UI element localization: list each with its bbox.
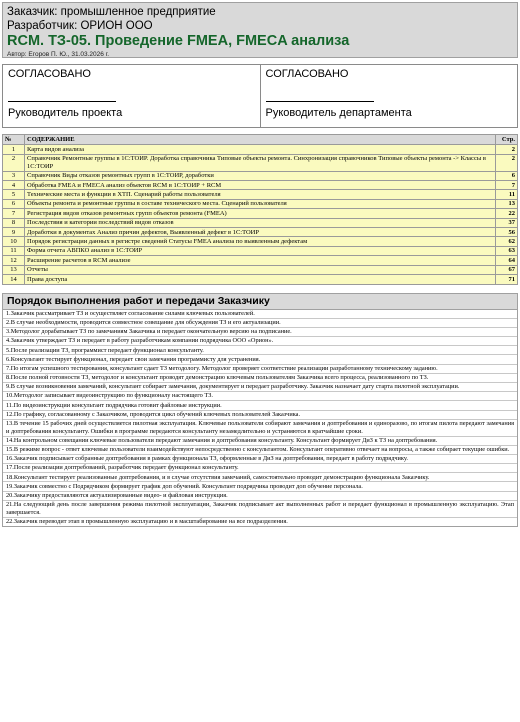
contents-row-title: Регистрация видов отказов ремонтных групп объектов ремонта (FMEA)	[25, 209, 496, 218]
contents-row[interactable]	[3, 265, 518, 274]
contents-row-number: 12	[3, 256, 25, 265]
contents-row-number: 6	[3, 199, 25, 208]
contents-row-title: Отчеты	[25, 265, 496, 274]
contents-row[interactable]	[3, 145, 518, 154]
contents-row-title: Справочник Ремонтные группы в 1С:ТОИР. Доработка справочника Типовые объекты ремонта. Синхронизация справочников Типовые объекты ремонта -> Классы в 1С:ТОИР	[25, 154, 496, 171]
procedure-step: 5.После реализации ТЗ, программист передает функционал консультанту.	[3, 345, 517, 354]
procedure-step: 21.На следующий день после завершения режима пилотной эксплуатации, Заказчик подписывает акт выполненных работ и передает функционал в промышленную эксплуатацию. Этап завершается.	[3, 500, 517, 517]
contents-row[interactable]	[3, 246, 518, 255]
contents-row-number: 2	[3, 154, 25, 171]
contents-row-page: 13	[496, 199, 518, 208]
contents-row-number: 8	[3, 218, 25, 227]
contents-row-page: 67	[496, 265, 518, 274]
contents-row[interactable]	[3, 256, 518, 265]
contents-row-page: 56	[496, 228, 518, 237]
contents-row-title: Форма отчета АВПКО анализ в 1С:ТОИР	[25, 246, 496, 255]
contents-row-title: Доработки в документах Анализ причин дефектов, Выявленный дефект в 1С:ТОИР	[25, 228, 496, 237]
procedure-list	[2, 309, 518, 527]
procedure-step: 1.Заказчик рассматривает ТЗ и осуществляет согласование силами ключевых пользователей.	[6, 309, 255, 317]
procedure-step: 4.Заказчик утверждает ТЗ и передает в работу разработчикам компании подрядчика ООО «Орион».	[3, 336, 517, 345]
approval-right	[260, 65, 518, 127]
contents-row-page: 71	[496, 275, 518, 284]
contents-row-page: 2	[496, 154, 518, 171]
approval-right-role: Руководитель департамента	[265, 107, 412, 119]
procedure-step: 11.По видеоинструкции консультант подрядчика готовит файловые инструкции.	[3, 400, 517, 409]
contents-row[interactable]	[3, 218, 518, 227]
contents-row-page: 64	[496, 256, 518, 265]
contents-row-title: Объекты ремонта и ремонтные группы в составе технического места. Сценарий пользователя	[25, 199, 496, 208]
procedure-step: 20.Заказчику предоставляются актуализированные видео- и файловая инструкция.	[3, 491, 517, 500]
approval-left-role: Руководитель проекта	[8, 107, 123, 119]
contents-row[interactable]	[3, 199, 518, 208]
contents-row-title: Порядок регистрации данных в регистре сведений Статусы FMEA анализа по выявленным дефектам	[25, 237, 496, 246]
signature-line-right	[266, 101, 374, 102]
contents-row-title: Последствия и категории последствий видов отказов	[25, 218, 496, 227]
contents-row-number: 10	[3, 237, 25, 246]
customer-line: Заказчик: промышленное предприятие	[7, 6, 216, 18]
contents-row-number: 11	[3, 246, 25, 255]
signature-line-left	[8, 101, 116, 102]
contents-row-page: 22	[496, 209, 518, 218]
procedure-step: 8.После полной готовности ТЗ, методолог и консультант проводят демонстрацию ключевым пользователям Заказчика всего процесса, реализованного по ТЗ.	[3, 373, 517, 382]
procedure-step: 17.После реализации доптребований, разработчик передает функционал консультанту.	[3, 463, 517, 472]
contents-row-title: Справочник Виды отказов ремонтных групп в 1С:ТОИР, доработки	[25, 171, 496, 180]
contents-row-number: 3	[3, 171, 25, 180]
contents-row-number: 9	[3, 228, 25, 237]
contents-row-page: 11	[496, 190, 518, 199]
contents-row[interactable]	[3, 275, 518, 284]
contents-row-page: 6	[496, 171, 518, 180]
procedure-step: 12.По графику, согласованному с Заказчиком, проводится цикл обучений ключевых пользователей Заказчика.	[3, 410, 517, 419]
procedure-step: 18.Консультант тестирует реализованные доптребования, и в случае отсутствия замечаний, самостоятельно проводит демонстрацию функционала Заказчику.	[3, 472, 517, 481]
contents-row[interactable]	[3, 181, 518, 190]
procedure-step: 15.В режиме вопрос - ответ ключевые пользователи взаимодействуют непосредственно с консультантом. Консультант оперативно отвечает на вопросы, а также собирает текущие ошибки.	[3, 445, 517, 454]
procedure-step: 13.В течение 15 рабочих дней осуществляется пилотная эксплуатация. Ключевые пользователи собирают замечания и доптребования и единоразово, по итогам пилота передают замечания и доптребования консультанту. Ошибки в программе передаются консультанту незамедлительно и устраняются в кратчайшие сроки.	[3, 419, 517, 436]
contents-row-title: Карта видов анализа	[25, 145, 496, 154]
procedure-step: 16.Заказчик подписывает собранные доптребования в рамках функционала ТЗ, оформленные в ДиЗ на доптребования, передает в работу подрядчику.	[3, 454, 517, 463]
contents-title-header: СОДЕРЖАНИЕ	[25, 135, 496, 145]
contents-row-title: Обработка FMEA и FMECA анализ объектов RCM в 1С:ТОИР + RCM	[25, 181, 496, 190]
author-line: Автор: Егоров П. Ю., 31.03.2026 г.	[7, 51, 110, 58]
developer-line: Разработчик: ОРИОН ООО	[7, 20, 153, 32]
contents-header-row	[3, 135, 518, 145]
procedure-step: 3.Методолог дорабатывает ТЗ по замечаниям Заказчика и передает окончательную версию на подписание.	[3, 327, 517, 336]
procedure-step: 19.Заказчик совместно с Подрядчиком формирует график доп обучений. Консультант подрядчика проводит доп обучение персонала.	[3, 481, 517, 490]
contents-row-number: 13	[3, 265, 25, 274]
contents-row-number: 7	[3, 209, 25, 218]
contents-row[interactable]	[3, 228, 518, 237]
contents-row-page: 7	[496, 181, 518, 190]
contents-row[interactable]	[3, 154, 518, 171]
approval-left	[3, 65, 260, 127]
procedure-heading: Порядок выполнения работ и передачи Заказчику	[2, 293, 518, 309]
procedure-step: 7.По итогам успешного тестирования, консультант сдает ТЗ методологу. Методолог проверяет соответствие реализации разработанному техническому заданию.	[3, 364, 517, 373]
contents-row-page: 62	[496, 237, 518, 246]
contents-row[interactable]	[3, 171, 518, 180]
procedure-step: 6.Консультант тестирует функционал, передает свои замечания программисту для устранения.	[3, 354, 517, 363]
contents-row-title: Расширение расчетов в RCM анализе	[25, 256, 496, 265]
document-title: RCM. ТЗ-05. Проведение FMEA, FMECA анализа	[7, 33, 350, 49]
contents-row-number: 5	[3, 190, 25, 199]
procedure-step: 10.Методолог записывает видеоинструкцию по функционалу настоящего ТЗ.	[3, 391, 517, 400]
contents-body	[3, 145, 518, 284]
contents-row-number: 1	[3, 145, 25, 154]
approval-right-heading: СОГЛАСОВАНО	[265, 68, 349, 80]
contents-row[interactable]	[3, 209, 518, 218]
contents-row[interactable]	[3, 190, 518, 199]
procedure-step: 9.В случае возникновения замечаний, консультант собирает замечания, документирует и передает разработчику. Заказчик назначает дату старта пилотной эксплуатации.	[3, 382, 517, 391]
contents-row-title: Права доступа	[25, 275, 496, 284]
contents-num-header: №	[3, 135, 25, 145]
contents-row-number: 4	[3, 181, 25, 190]
contents-table	[2, 134, 518, 285]
procedure-step: 2.В случае необходимости, проводится совместное совещание для обсуждения ТЗ и его актуализации.	[3, 318, 517, 327]
document-header	[2, 2, 518, 58]
approval-block	[2, 64, 518, 128]
contents-row[interactable]	[3, 237, 518, 246]
contents-row-page: 2	[496, 145, 518, 154]
contents-row-page: 63	[496, 246, 518, 255]
procedure-step: 14.На контрольном совещании ключевые пользователи передают замечания и доптребования консультанту. Консультант формирует ДиЗ к ТЗ на доптребования.	[3, 436, 517, 445]
approval-left-heading: СОГЛАСОВАНО	[8, 68, 91, 80]
procedure-step: 22.Заказчик переводит этап в промышленную эксплуатацию и в масштабирование на все подразделения.	[3, 517, 517, 526]
contents-row-number: 14	[3, 275, 25, 284]
contents-row-title: Технические места и функции в ХТП. Сценарий работы пользователя	[25, 190, 496, 199]
contents-page-header: Стр.	[496, 135, 518, 145]
contents-row-page: 37	[496, 218, 518, 227]
